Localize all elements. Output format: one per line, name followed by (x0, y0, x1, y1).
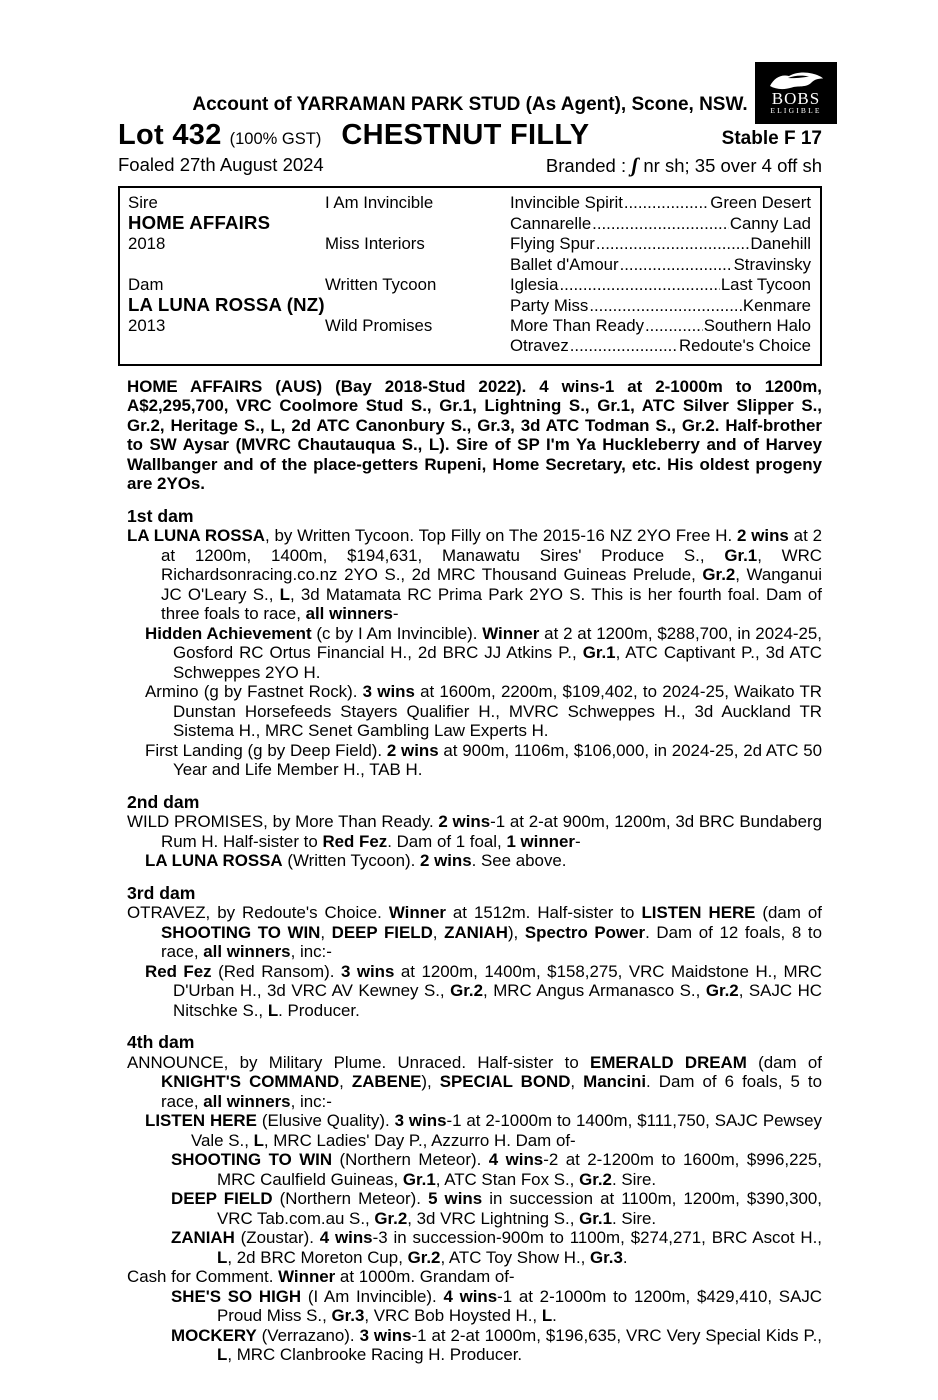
progeny-entry-zaniah (127, 1228, 822, 1267)
pedigree-role-or-year: Sire (128, 193, 158, 212)
text-run: , 3d Matamata RC Prima Park 2YO S. This is her fourth foal. Dam of three foals to race, (161, 584, 822, 624)
bold-text-run: LA LUNA ROSSA (145, 851, 283, 871)
bobs-logo-subtitle: ELIGIBLE (770, 106, 822, 115)
bold-text-run: L (541, 1306, 553, 1326)
bold-text-run: 5 wins (428, 1189, 483, 1209)
stable-number: Stable F 17 (721, 128, 822, 149)
bold-text-run: Winner (278, 1267, 336, 1287)
text-run: . Dam of 12 foals, 8 to race, (161, 922, 822, 962)
pedigree-horse-name: LA LUNA ROSSA (NZ) (128, 294, 325, 316)
bold-text-run: HOME AFFAIRS (AUS) (Bay 2018-Stud 2022). 4 wins-1 at 2-1000m to 1200m, A$2,295,700, VRC Coolmore Stud S., Gr.1, Lightning S., Gr.1, ATC Silver Slipper S., Gr.2, Heritage S., L, 2d ATC Canonbury S., Gr.3, 3d ATC Todman S., Gr.2. Half-brother to SW Aysar (MVRC Chautauqua S., L). Sire of SP I'm Ya Huckleberry and of Harvey Wallbanger and of the place-getters Rupeni, Home Secretary, etc. His oldest progeny are 2YOs. (127, 376, 822, 494)
text-run: , (320, 922, 332, 942)
text-run: at 1512m. Half-sister to (445, 903, 642, 923)
text-run: , inc:- (290, 942, 332, 962)
pedigree-role-or-year: 2018 (128, 234, 166, 254)
text-run: (Northern Meteor). (272, 1189, 429, 1209)
bold-text-run: all winners (203, 942, 291, 962)
grandparent-name: Party Miss (510, 296, 589, 316)
pedigree-grandparent-pair (510, 193, 811, 213)
text-run: , MRC Angus Armanasco S., (483, 981, 706, 1001)
text-run: at 2 at 1200m, $288,700, in 2024-25, Gosford RC Ortus Financial H., 2d BRC JJ Atkins P., (173, 623, 822, 663)
bold-text-run: 2 wins (737, 526, 789, 546)
bold-text-run: Gr.1 (579, 1208, 612, 1228)
text-run: at 1600m, 2200m, $109,402, to 2024-25, Waikato TR Dunstan Horsefeeds Stayers Qualifier H., MVRC Schweppes H., 3d Auckland TR Sistema H., MRC Senet Gambling Law Experts H. (173, 682, 822, 741)
text-run: , Wanganui JC O'Leary S., (161, 565, 822, 604)
grandparent-name: More Than Ready (510, 316, 645, 336)
pedigree-grandparent-pair (510, 296, 811, 316)
pedigree-grandparent-pair (510, 275, 811, 295)
text-run: , (570, 1072, 584, 1092)
pedigree-row (128, 213, 811, 234)
progeny-entry-cash-for-comment (127, 1267, 822, 1287)
bold-text-run: SHOOTING TO WIN (161, 922, 321, 942)
text-run: (Elusive Quality). (256, 1111, 395, 1131)
pedigree-role-or-year: 2013 (128, 316, 166, 336)
text-run: (Zoustar). (234, 1228, 320, 1248)
text-run: -1 at 2-at 900m, 1200m, 3d BRC Bundaberg Rum H. Half-sister to (161, 812, 822, 851)
bold-text-run: DEEP FIELD (331, 922, 433, 942)
leader-dots (624, 193, 709, 213)
pedigree-parent-name: I Am Invincible (325, 193, 434, 212)
branded-detail: nr sh; 35 over 4 off sh (638, 155, 822, 176)
foaled-date: Foaled 27th August 2024 (118, 154, 324, 175)
bold-text-run: Winner (482, 623, 540, 643)
text-run: . Producer. (278, 1000, 360, 1020)
lot-number: Lot 432 (118, 119, 222, 151)
pedigree-row (128, 295, 811, 316)
dam-entry-otravez (127, 903, 822, 962)
text-run: -1 at 2-1000m to 1200m, $429,410, SAJC Proud Miss S., (217, 1286, 822, 1326)
text-run: -1 at 2-1000m to 1400m, $111,750, SAJC Pewsey Vale S., (191, 1111, 822, 1150)
text-run: , (432, 922, 445, 942)
bold-text-run: ZANIAH (444, 922, 508, 942)
pedigree-grandparent-pair (510, 336, 811, 356)
text-run: ), (507, 922, 525, 942)
progeny-entry-armino (127, 682, 822, 741)
progeny-entry-mockery (127, 1326, 822, 1365)
progeny-entry-shooting-to-win (127, 1150, 822, 1189)
text-run: , 3d VRC Lightning S., (407, 1208, 580, 1228)
text-run: - (392, 604, 399, 624)
leader-dots (570, 336, 678, 356)
text-run: ), (421, 1072, 440, 1092)
dam-section-heading: 1st dam (127, 505, 194, 526)
bold-text-run: EMERALD DREAM (590, 1052, 747, 1072)
bold-text-run: LISTEN HERE (641, 903, 756, 923)
pedigree-row (128, 316, 811, 336)
text-run: -3 in succession-900m to 1100m, $274,271, BRC Ascot H., (372, 1228, 822, 1248)
bold-text-run: 4 wins (443, 1286, 498, 1306)
grandparent-name: Invincible Spirit (510, 193, 623, 212)
text-run: in succession at 1100m, 1200m, $390,300, VRC Tab.com.au S., (217, 1189, 822, 1228)
progeny-entry-shes-so-high (127, 1287, 822, 1326)
great-grandsire-name: Last Tycoon (720, 274, 811, 294)
dam-section-heading: 4th dam (127, 1032, 195, 1053)
text-run: Armino (g by Fastnet Rock). (145, 682, 363, 702)
bold-text-run: L (217, 1345, 228, 1365)
progeny-entry-deep-field (127, 1189, 822, 1228)
dam-entry-wild-promises (127, 812, 822, 851)
bold-text-run: 1 winner (506, 831, 575, 851)
bold-text-run: KNIGHT'S COMMAND (161, 1072, 340, 1092)
text-run: , 2d BRC Moreton Cup, (227, 1247, 408, 1267)
bold-text-run: all winners (203, 1091, 291, 1111)
text-run: . See above. (471, 851, 567, 871)
text-run: , inc:- (290, 1091, 332, 1111)
text-run: (Written Tycoon). (282, 851, 420, 871)
pedigree-role-or-year: Dam (128, 274, 164, 294)
foaled-branded-line (118, 154, 822, 177)
text-run: , by Written Tycoon. Top Filly on The 2015-16 NZ 2YO Free H. (264, 526, 738, 546)
text-run: WILD PROMISES, by More Than Ready. (127, 812, 439, 832)
bold-text-run: SHE'S SO HIGH (171, 1286, 302, 1306)
text-run: Cash for Comment. (127, 1267, 279, 1287)
bold-text-run: 2 wins (386, 740, 439, 760)
brand-symbol-icon: ʃ (631, 153, 639, 177)
bold-text-run: ZANIAH (171, 1228, 235, 1248)
text-run: at 1000m. Grandam of- (335, 1267, 515, 1287)
text-run: at 1200m, 1400m, $158,275, VRC Maidstone H., MRC D'Urban H., 3d VRC AV Kewney S., (173, 961, 822, 1001)
text-run: . Sire. (611, 1169, 657, 1189)
bold-text-run: 2 wins (419, 851, 472, 871)
dam-entry-announce (127, 1053, 822, 1112)
bold-text-run: Gr.1 (724, 545, 758, 565)
progeny-entry-listen-here (127, 1111, 822, 1150)
bold-text-run: L (279, 584, 290, 604)
dam-entry-la-luna-rossa (127, 526, 822, 624)
bold-text-run: Gr.1 (402, 1169, 436, 1189)
bold-text-run: Red Fez (322, 831, 388, 851)
pedigree-parent-name: Wild Promises (325, 316, 433, 336)
text-run: (dam of (746, 1052, 822, 1072)
text-run: -1 at 2-at 1000m, $196,635, VRC Very Special Kids P., (411, 1325, 822, 1345)
great-grandsire-name: Green Desert (710, 193, 811, 212)
grandparent-name: Ballet d'Amour (510, 254, 619, 274)
account-line: Account of YARRAMAN PARK STUD (As Agent), Scone, NSW. (192, 94, 748, 115)
text-run: -2 at 2-1200m to 1600m, $996,225, MRC Caulfield Guineas, (217, 1150, 822, 1189)
text-run: , SAJC HC Nitschke S., (173, 981, 822, 1020)
pedigree-horse-name: HOME AFFAIRS (128, 212, 271, 234)
text-run: , (339, 1072, 352, 1092)
bold-text-run: SPECIAL BOND (439, 1072, 571, 1092)
text-run: , MRC Clanbrooke Racing H. Producer. (227, 1345, 523, 1365)
text-run: - (574, 831, 581, 851)
bold-text-run: Red Fez (145, 961, 212, 981)
bold-text-run: Gr.2 (579, 1169, 612, 1189)
sire-summary-paragraph (127, 377, 822, 494)
bold-text-run: Mancini (583, 1072, 647, 1092)
text-run: OTRAVEZ, by Redoute's Choice. (127, 903, 389, 923)
pedigree-row (128, 193, 811, 213)
bold-text-run: 3 wins (362, 682, 415, 702)
bold-text-run: Winner (388, 903, 446, 923)
leader-dots (560, 275, 720, 295)
leader-dots (645, 316, 703, 336)
bold-text-run: LISTEN HERE (145, 1111, 257, 1131)
progeny-entry-la-luna-rossa (127, 851, 822, 871)
bold-text-run: 3 wins (394, 1111, 447, 1131)
pedigree-row (128, 275, 811, 295)
pedigree-grandparent-pair (510, 316, 811, 336)
horse-head-icon (768, 71, 824, 91)
bold-text-run: ZABENE (351, 1072, 422, 1092)
gst-note: (100% GST) (229, 130, 322, 148)
bold-text-run: MOCKERY (171, 1325, 257, 1345)
bold-text-run: 3 wins (359, 1325, 412, 1345)
bold-text-run: Gr.2 (374, 1208, 408, 1228)
text-run: . (622, 1247, 628, 1267)
bold-text-run: Gr.2 (407, 1247, 441, 1267)
great-grandsire-name: Stravinsky (733, 254, 811, 274)
text-run: (Red Ransom). (211, 961, 341, 981)
text-run: , ATC Captivant P., 3d ATC Schweppes 2YO H. (173, 643, 822, 682)
bobs-eligible-logo (755, 62, 837, 124)
leader-dots (589, 296, 742, 316)
branded-info (546, 154, 822, 177)
bold-text-run: Gr.3 (331, 1306, 365, 1326)
text-run: at 2 at 1200m, 1400m, $194,631, Manawatu Sires' Produce S., (161, 526, 823, 565)
branded-label: Branded : (545, 155, 632, 176)
great-grandsire-name: Danehill (750, 234, 811, 254)
grandparent-name: Iglesia (510, 274, 559, 294)
pedigree-grandparent-pair (510, 234, 811, 254)
text-run: (Verrazano). (256, 1325, 360, 1345)
text-run: ANNOUNCE, by Military Plume. Unraced. Half-sister to (127, 1052, 591, 1072)
text-run: First Landing (g by Deep Field). (145, 740, 387, 760)
text-run: , MRC Ladies' Day P., Azzurro H. Dam of- (263, 1130, 576, 1150)
great-grandsire-name: Southern Halo (703, 316, 811, 336)
pedigree-grandparent-pair (510, 255, 811, 275)
bold-text-run: 4 wins (319, 1228, 373, 1248)
pedigree-table (118, 186, 822, 366)
grandparent-name: Otravez (510, 336, 569, 356)
text-run: . Sire. (611, 1208, 657, 1228)
text-run: . Dam of 6 foals, 5 to race, (161, 1072, 823, 1111)
bold-text-run: L (253, 1130, 264, 1150)
text-run: (Northern Meteor). (332, 1150, 489, 1170)
text-run: , VRC Bob Hoysted H., (364, 1306, 542, 1326)
grandparent-name: Cannarelle (510, 214, 592, 234)
lot-title-line (118, 119, 822, 152)
bold-text-run: L (267, 1000, 279, 1020)
bold-text-run: Gr.2 (450, 981, 483, 1001)
dam-sections (118, 507, 822, 1365)
leader-dots (592, 214, 729, 234)
progeny-entry-first-landing (127, 741, 822, 780)
bold-text-run: DEEP FIELD (171, 1189, 273, 1209)
great-grandsire-name: Kenmare (742, 296, 811, 316)
text-run: . Dam of 1 foal, (387, 831, 507, 851)
progeny-entry-hidden-achievement (127, 624, 822, 683)
bold-text-run: Spectro Power (524, 922, 646, 942)
text-run: , WRC Richardsonracing.co.nz 2YO S., 2d MRC Thousand Guineas Prelude, (161, 545, 822, 585)
bobs-logo-title: BOBS (771, 89, 821, 108)
bold-text-run: Gr.2 (702, 565, 736, 585)
bold-text-run: L (217, 1247, 228, 1267)
pedigree-grandparent-pair (510, 214, 811, 234)
pedigree-row (128, 336, 811, 356)
bold-text-run: Hidden Achievement (145, 623, 312, 643)
bold-text-run: Gr.3 (590, 1247, 623, 1267)
bold-text-run: LA LUNA ROSSA (127, 526, 265, 546)
leader-dots (620, 255, 733, 275)
pedigree-table-body (128, 193, 811, 357)
text-run: (c by I Am Invincible). (311, 623, 483, 643)
text-run: (dam of (755, 903, 822, 923)
great-grandsire-name: Redoute's Choice (679, 336, 811, 356)
pedigree-row (128, 255, 811, 275)
text-run: , ATC Toy Show H., (440, 1247, 591, 1267)
progeny-entry-red-fez (127, 962, 822, 1021)
dam-section-heading: 3rd dam (127, 882, 196, 903)
text-run: at 900m, 1106m, $106,000, in 2024-25, 2d ATC 50 Year and Life Member H., TAB H. (173, 740, 822, 780)
bold-text-run: 2 wins (438, 812, 491, 832)
bold-text-run: 3 wins (340, 961, 395, 981)
bold-text-run: Gr.2 (705, 981, 739, 1001)
text-run: (I Am Invincible). (301, 1286, 444, 1306)
bold-text-run: 4 wins (488, 1150, 544, 1170)
text-run: , ATC Stan Fox S., (435, 1169, 580, 1189)
horse-description: CHESTNUT FILLY (341, 119, 590, 151)
bold-text-run: SHOOTING TO WIN (171, 1150, 333, 1170)
bold-text-run: all winners (305, 604, 393, 624)
great-grandsire-name: Canny Lad (729, 214, 811, 234)
pedigree-parent-name: Miss Interiors (325, 234, 425, 254)
dam-section-heading: 2nd dam (127, 791, 200, 812)
bold-text-run: Gr.1 (582, 643, 616, 663)
grandparent-name: Flying Spur (510, 234, 595, 254)
pedigree-parent-name: Written Tycoon (325, 274, 437, 294)
text-run: . (552, 1306, 557, 1326)
leader-dots (596, 234, 749, 254)
pedigree-row (128, 234, 811, 254)
